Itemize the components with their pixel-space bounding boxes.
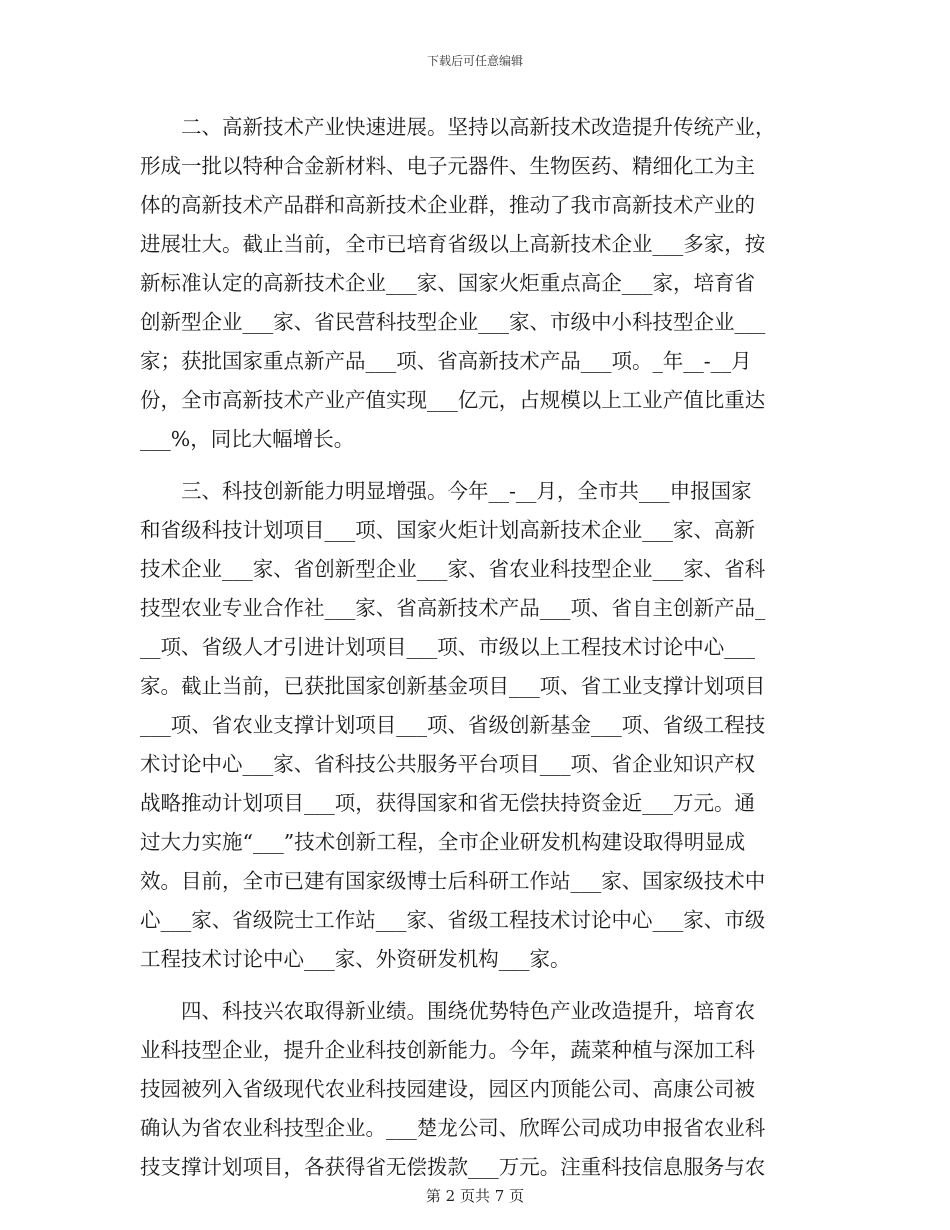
- text-line: 三、科技创新能力明显增强。今年__-__月，全市共___申报国家: [140, 479, 752, 503]
- page-header: 下载后可任意编辑: [426, 54, 523, 68]
- text-line: 形成一批以特种合金新材料、电子元器件、生物医药、精细化工为主: [140, 154, 755, 178]
- text-line: ___项、省农业支撑计划项目___项、省级创新基金___项、省级工程技: [140, 713, 766, 737]
- text-line: 份，全市高新技术产业产值实现___亿元，占规模以上工业产值比重达: [140, 388, 766, 412]
- text-line: 体的高新技术产品群和高新技术企业群，推动了我市高新技术产业的: [140, 193, 755, 217]
- text-line: 技园被列入省级现代农业科技园建设，园区内顶能公司、高康公司被: [140, 1077, 755, 1101]
- page-number-footer: 第 2 页共 7 页: [425, 1187, 525, 1205]
- text-line: 心___家、省级院士工作站___家、省级工程技术讨论中心___家、市级: [140, 908, 766, 932]
- text-line: 效。目前，全市已建有国家级博士后科研工作站___家、国家级技术中: [140, 869, 766, 893]
- document-body: [140, 108, 802, 1187]
- text-line: 工程技术讨论中心___家、外资研发机构___家。: [140, 947, 571, 971]
- text-line: __项、省级人才引进计划项目___项、市级以上工程技术讨论中心___: [140, 635, 755, 659]
- text-line: 术讨论中心___家、省科技公共服务平台项目___项、省企业知识产权: [140, 752, 755, 776]
- text-line: 家。截止当前，已获批国家创新基金项目___项、省工业支撑计划项目: [140, 674, 766, 698]
- text-line: 过大力实施“___”技术创新工程，全市企业研发机构建设取得明显成: [140, 830, 746, 854]
- text-line: 新标准认定的高新技术企业___家、国家火炬重点高企___家，培育省: [140, 271, 755, 295]
- text-line: ___%，同比大幅增长。: [140, 427, 355, 451]
- text-line: 业科技型企业，提升企业科技创新能力。今年，蔬菜种植与深加工科: [140, 1038, 755, 1062]
- text-line: 技支撑计划项目，各获得省无偿拨款___万元。注重科技信息服务与农: [140, 1155, 766, 1179]
- text-line: 创新型企业___家、省民营科技型企业___家、市级中小科技型企业___: [140, 310, 766, 334]
- paragraph-agricultural-tech: [140, 992, 802, 1187]
- text-line: 二、高新技术产业快速进展。坚持以高新技术改造提升传统产业，: [140, 115, 776, 139]
- text-line: 战略推动计划项目___项，获得国家和省无偿扶持资金近___万元。通: [140, 791, 755, 815]
- text-line: 家；获批国家重点新产品___项、省高新技术产品___项。_年__-__月: [140, 349, 752, 373]
- paragraph-innovation-capability: [140, 472, 802, 979]
- text-line: 进展壮大。截止当前，全市已培育省级以上高新技术企业___多家，按: [140, 232, 766, 256]
- text-line: 确认为省农业科技型企业。___楚龙公司、欣晖公司成功申报省农业科: [140, 1116, 766, 1140]
- text-line: 四、科技兴农取得新业绩。围绕优势特色产业改造提升，培育农: [140, 999, 755, 1023]
- paragraph-high-tech-industry: [140, 108, 802, 459]
- text-line: 技术企业___家、省创新型企业___家、省农业科技型企业___家、省科: [140, 557, 766, 581]
- text-line: 技型农业专业合作社___家、省高新技术产品___项、省自主创新产品_: [140, 596, 766, 620]
- text-line: 和省级科技计划项目___项、国家火炬计划高新技术企业___家、高新: [140, 518, 755, 542]
